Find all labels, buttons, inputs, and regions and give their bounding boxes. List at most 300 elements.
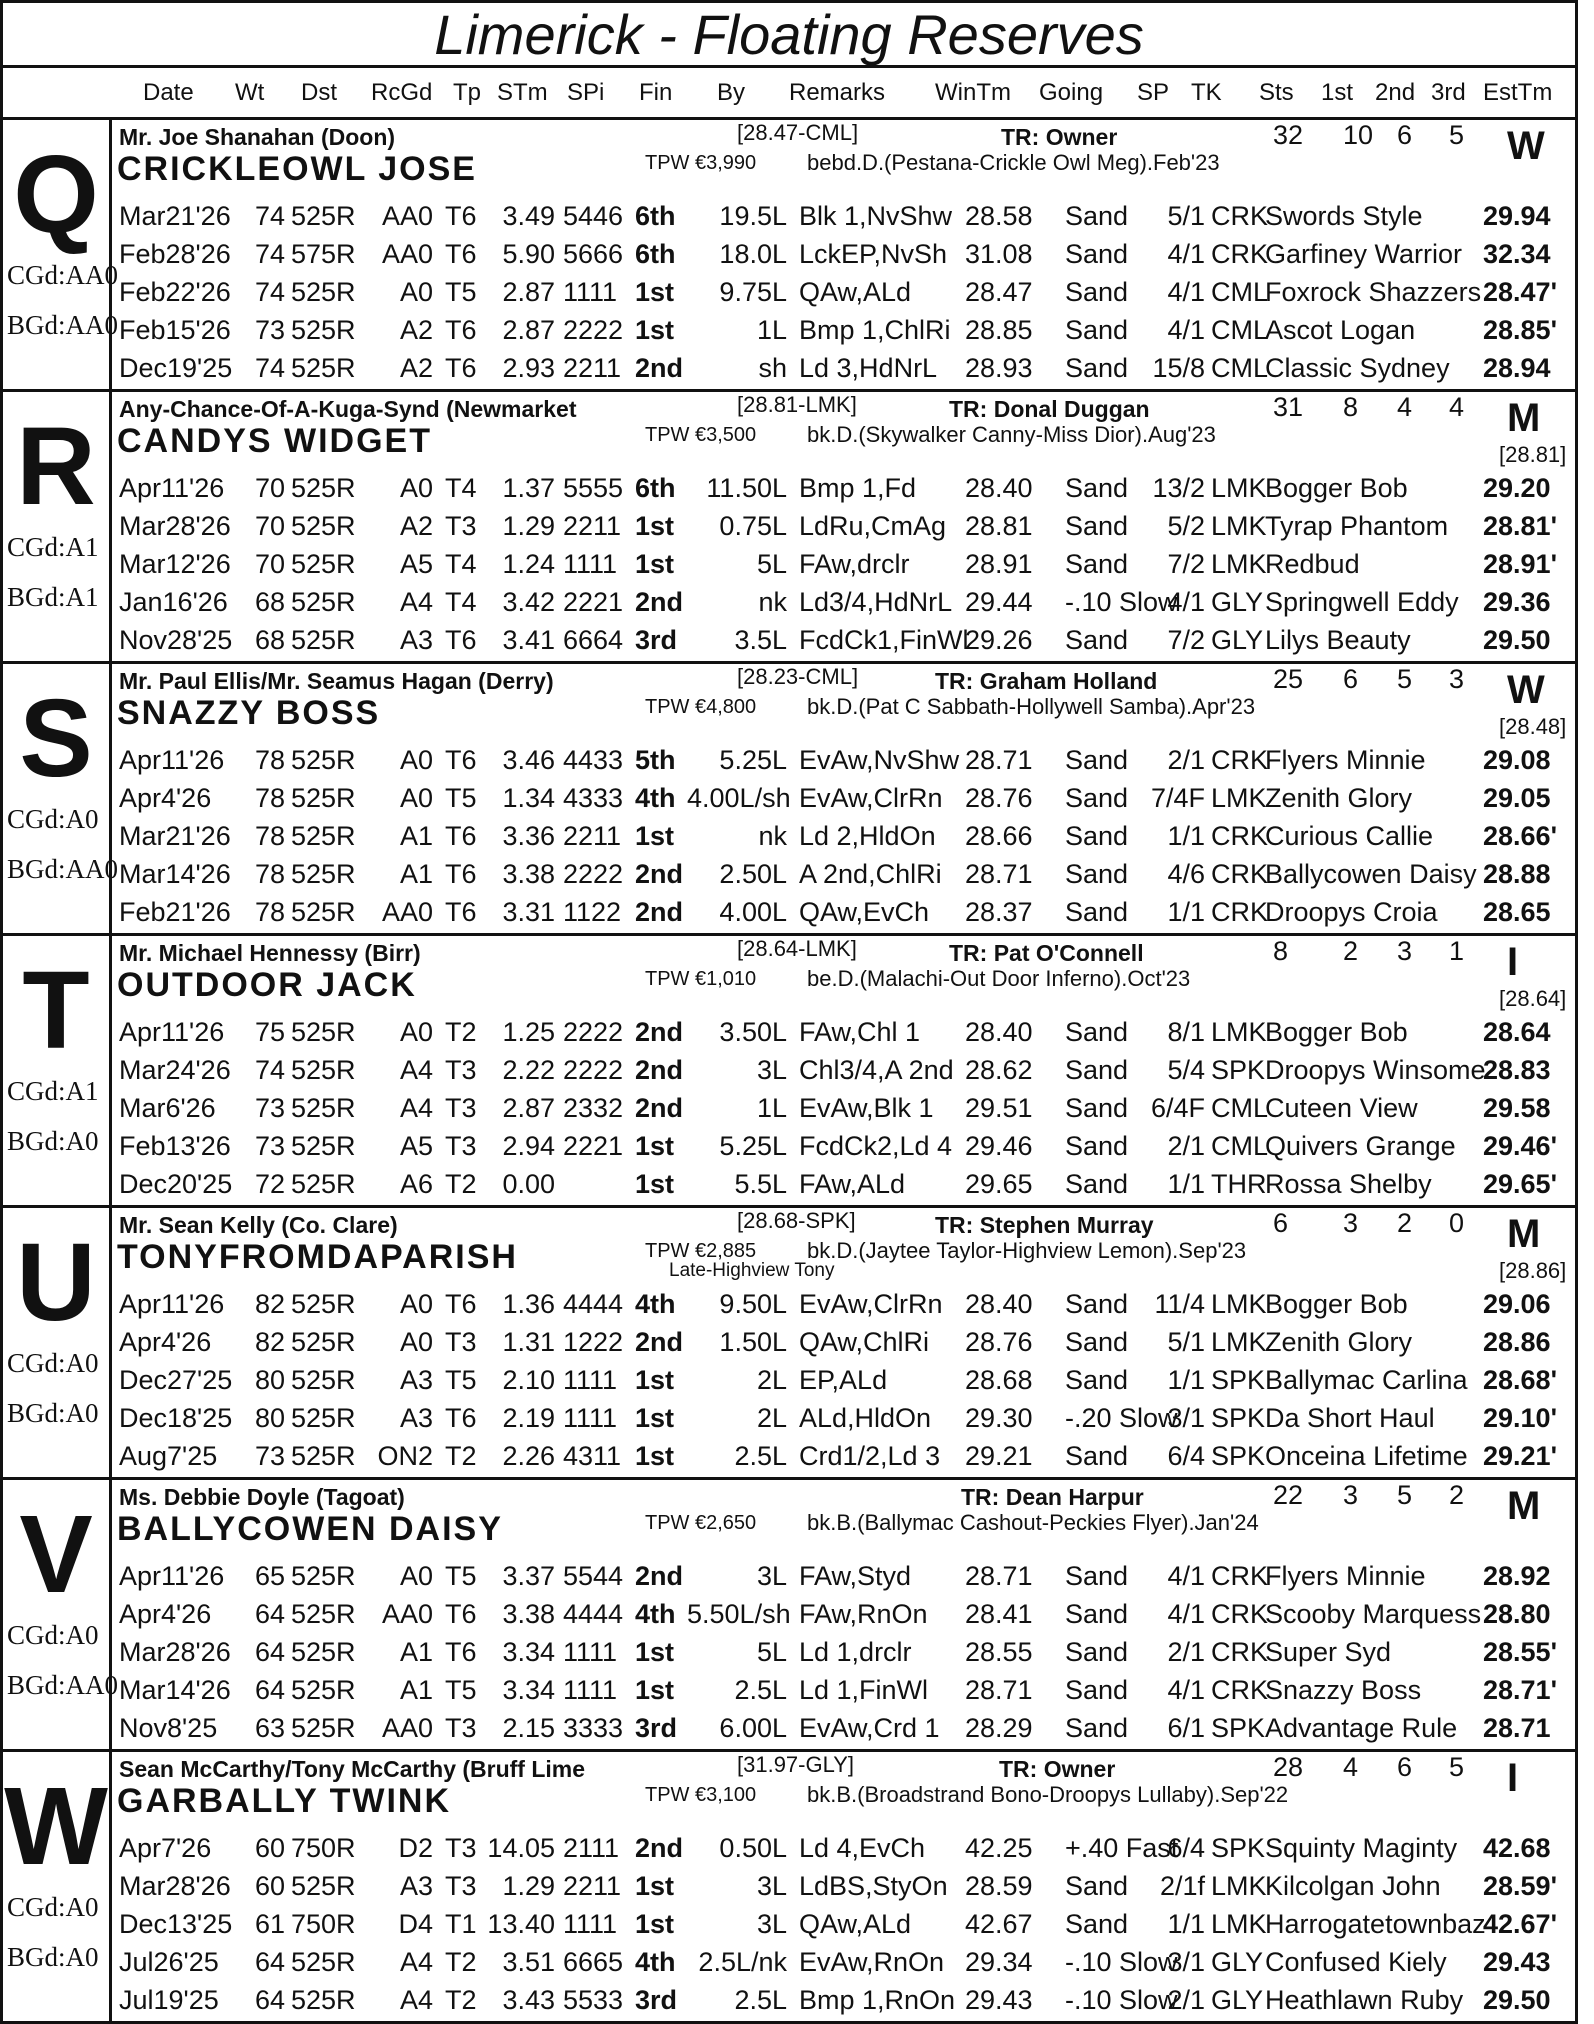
form-wt: 64: [254, 1637, 285, 1667]
form-row: [3, 1634, 1578, 1672]
form-sp: 13/2: [1152, 473, 1205, 503]
form-row: [3, 742, 1578, 780]
form-tk: SPK: [1211, 1055, 1266, 1085]
stat-first: 3: [1343, 1480, 1359, 1510]
form-opp: Kilcolgan John: [1265, 1871, 1441, 1901]
form-going: -.10 Slow: [1065, 1985, 1178, 2015]
grade-badge: W: [1507, 124, 1545, 168]
dog-name: BALLYCOWEN DAISY: [117, 1510, 503, 1548]
form-rem: QAw,ChlRi: [799, 1327, 930, 1357]
form-sp: 1/1: [1167, 1169, 1205, 1199]
form-spi: 1111: [563, 277, 618, 307]
column-header-wintm: WinTm: [935, 79, 1011, 106]
best-grade: BGd:A0: [7, 1942, 99, 1972]
form-sp: 2/1: [1167, 1637, 1205, 1667]
form-tk: CRK: [1211, 201, 1269, 231]
form-going: Sand: [1065, 897, 1129, 927]
form-sp: 6/1: [1167, 1713, 1205, 1743]
form-by: 0.75L: [719, 511, 787, 541]
form-date: Apr11'26: [119, 745, 225, 775]
form-sp: 2/1: [1167, 1985, 1205, 2015]
form-gd: A3: [399, 1403, 433, 1433]
form-spi: 2211: [563, 821, 622, 851]
form-rem: EvAw,NvShw: [799, 745, 960, 775]
stat-sts: 31: [1273, 392, 1304, 422]
form-tk: CRK: [1211, 1637, 1269, 1667]
form-sp: 2/1: [1167, 745, 1205, 775]
column-header-bar: [0, 68, 1578, 120]
form-rem: QAw,ALd: [799, 1909, 912, 1939]
form-sp: 15/8: [1152, 353, 1205, 383]
form-win: 28.71: [965, 745, 1033, 775]
form-wt: 61: [254, 1909, 285, 1939]
best-time: [28.48]: [1499, 714, 1567, 739]
track-record: [28.68-SPK]: [737, 1208, 856, 1233]
form-spi: 5446: [563, 201, 624, 231]
owner-name: Mr. Sean Kelly (Co. Clare): [119, 1212, 398, 1238]
column-header-3rd: 3rd: [1431, 79, 1466, 106]
form-est: 29.46': [1483, 1131, 1557, 1161]
form-going: Sand: [1065, 1093, 1129, 1123]
form-wt: 80: [254, 1365, 285, 1395]
form-gd: AA0: [381, 1599, 433, 1629]
form-row: [3, 1906, 1578, 1944]
stat-second: 5: [1397, 1480, 1413, 1510]
form-wt: 78: [254, 859, 285, 889]
form-win: 28.71: [965, 1675, 1033, 1705]
form-win: 28.62: [965, 1055, 1033, 1085]
race-card-t: [0, 936, 1578, 1208]
form-sp: 4/1: [1167, 277, 1205, 307]
form-opp: Classic Sydney: [1265, 353, 1450, 383]
breeding: bk.B.(Ballymac Cashout-Peckies Flyer).Jan'24: [807, 1510, 1259, 1535]
form-rem: Ld 3,HdNrL: [799, 353, 938, 383]
form-dst: 525R: [291, 1289, 356, 1319]
form-est: 29.50: [1483, 625, 1551, 655]
form-going: Sand: [1065, 783, 1129, 813]
form-gd: A0: [399, 1289, 433, 1319]
grade-badge: M: [1507, 1212, 1541, 1256]
form-spi: 2222: [563, 315, 624, 345]
form-dst: 525R: [291, 745, 356, 775]
stat-first: 10: [1343, 120, 1374, 150]
form-est: 29.94: [1483, 201, 1551, 231]
race-card-u: [0, 1208, 1578, 1480]
form-stm: 3.43: [502, 1985, 555, 2015]
column-header-1st: 1st: [1321, 79, 1354, 106]
form-dst: 525R: [291, 897, 356, 927]
stat-third: 1: [1449, 936, 1465, 966]
form-rem: EvAw,ClrRn: [799, 783, 943, 813]
form-sp: 1/1: [1167, 821, 1205, 851]
column-header-tk: TK: [1191, 79, 1222, 106]
form-dst: 750R: [291, 1833, 356, 1863]
form-by: 5.25L: [719, 745, 787, 775]
form-tp: T4: [445, 473, 477, 503]
form-rem: QAw,ALd: [799, 277, 912, 307]
form-spi: 4433: [563, 745, 624, 775]
form-sp: 2/1f: [1159, 1871, 1205, 1901]
trap-letter: T: [22, 949, 90, 1072]
race-card-w: [0, 1752, 1578, 2024]
form-win: 29.44: [965, 587, 1033, 617]
form-fin: 2nd: [635, 1055, 684, 1085]
best-time: [28.81]: [1499, 442, 1567, 467]
form-by: 5.5L: [734, 1169, 787, 1199]
form-win: 28.59: [965, 1871, 1033, 1901]
form-stm: 1.29: [502, 511, 555, 541]
form-fin: 1st: [635, 1871, 675, 1901]
form-row: [3, 1400, 1578, 1438]
form-going: Sand: [1065, 473, 1129, 503]
column-header-remarks: Remarks: [789, 79, 886, 106]
form-tp: T5: [445, 1675, 477, 1705]
form-opp: Droopys Croia: [1265, 897, 1438, 927]
form-wt: 73: [254, 1131, 285, 1161]
form-row: [3, 312, 1578, 350]
form-win: 29.46: [965, 1131, 1033, 1161]
form-rem: ALd,HldOn: [799, 1403, 932, 1433]
form-tk: LMK: [1211, 1327, 1267, 1357]
form-gd: A0: [399, 745, 433, 775]
form-gd: A3: [399, 1365, 433, 1395]
form-opp: Swords Style: [1265, 201, 1423, 231]
form-win: 29.65: [965, 1169, 1033, 1199]
race-card-v: [0, 1480, 1578, 1752]
form-wt: 74: [254, 201, 285, 231]
form-est: 29.05: [1483, 783, 1551, 813]
form-row: [3, 1052, 1578, 1090]
form-spi: 2211: [563, 511, 622, 541]
form-tp: T2: [445, 1441, 477, 1471]
form-wt: 70: [254, 511, 285, 541]
form-tp: T3: [445, 1093, 477, 1123]
breeding: bk.D.(Jaytee Taylor-Highview Lemon).Sep'23: [807, 1238, 1247, 1263]
form-stm: 3.49: [502, 201, 555, 231]
form-fin: 6th: [635, 473, 676, 503]
form-opp: Zenith Glory: [1265, 1327, 1413, 1357]
trap-letter: V: [19, 1493, 93, 1616]
form-opp: Heathlawn Ruby: [1265, 1985, 1464, 2015]
form-going: -.20 Slow: [1065, 1403, 1178, 1433]
form-sp: 4/1: [1167, 1561, 1205, 1591]
form-stm: 3.46: [502, 745, 555, 775]
form-row: [3, 508, 1578, 546]
form-sp: 4/1: [1167, 315, 1205, 345]
form-spi: 5666: [563, 239, 624, 269]
prize-money: TPW €3,990: [645, 152, 757, 174]
form-rem: Bmp 1,ChlRi: [799, 315, 951, 345]
form-sp: 2/1: [1167, 1131, 1205, 1161]
form-spi: 2332: [563, 1093, 624, 1123]
form-by: 1L: [756, 1093, 787, 1123]
stat-sts: 22: [1273, 1480, 1304, 1510]
form-rem: EvAw,Crd 1: [799, 1713, 940, 1743]
form-by: 11.50L: [706, 473, 787, 503]
form-gd: A2: [399, 315, 433, 345]
form-stm: 3.34: [502, 1675, 555, 1705]
form-date: Mar21'26: [119, 201, 231, 231]
form-gd: A2: [399, 511, 433, 541]
column-header-fin: Fin: [639, 79, 673, 106]
prize-money: TPW €1,010: [645, 968, 757, 990]
form-est: 29.58: [1483, 1093, 1551, 1123]
form-going: Sand: [1065, 1675, 1129, 1705]
form-by: 3L: [756, 1871, 787, 1901]
form-date: Apr11'26: [119, 1289, 225, 1319]
form-spi: 5555: [563, 473, 624, 503]
form-fin: 2nd: [635, 1561, 684, 1591]
owner-name: Mr. Michael Hennessy (Birr): [119, 940, 421, 966]
form-tp: T6: [445, 859, 477, 889]
form-row: [3, 198, 1578, 236]
form-spi: 4444: [563, 1599, 624, 1629]
form-spi: 2221: [563, 587, 624, 617]
stat-third: 4: [1449, 392, 1465, 422]
form-date: Jul26'25: [119, 1947, 219, 1977]
form-fin: 1st: [635, 1675, 675, 1705]
form-tp: T3: [445, 1327, 477, 1357]
prize-money: TPW €2,885: [645, 1240, 757, 1262]
stat-second: 3: [1397, 936, 1413, 966]
form-spi: 4333: [563, 783, 624, 813]
form-opp: Bogger Bob: [1265, 1017, 1408, 1047]
form-stm: 1.25: [502, 1017, 555, 1047]
form-fin: 2nd: [635, 897, 684, 927]
owner-name: Any-Chance-Of-A-Kuga-Synd (Newmarket: [119, 396, 577, 422]
form-rem: Crd1/2,Ld 3: [799, 1441, 941, 1471]
form-stm: 3.31: [502, 897, 555, 927]
form-stm: 1.34: [502, 783, 555, 813]
form-est: 28.88: [1483, 859, 1551, 889]
form-spi: 2211: [563, 1871, 622, 1901]
stat-second: 4: [1397, 392, 1413, 422]
form-tp: T6: [445, 353, 477, 383]
form-spi: 2221: [563, 1131, 624, 1161]
form-date: Nov8'25: [119, 1713, 218, 1743]
form-by: 0.50L: [719, 1833, 787, 1863]
form-est: 28.85': [1483, 315, 1557, 345]
form-tk: SPK: [1211, 1441, 1266, 1471]
course-grade: CGd:A0: [7, 1620, 99, 1650]
form-by: 1.50L: [719, 1327, 787, 1357]
form-gd: A4: [399, 1093, 433, 1123]
form-sp: 5/4: [1167, 1055, 1205, 1085]
form-gd: AA0: [381, 1713, 433, 1743]
form-wt: 74: [254, 239, 285, 269]
form-tp: T3: [445, 1713, 477, 1743]
form-est: 29.10': [1483, 1403, 1557, 1433]
form-tp: T2: [445, 1169, 477, 1199]
form-opp: Scooby Marquess: [1265, 1599, 1482, 1629]
form-stm: 2.87: [502, 1093, 555, 1123]
form-dst: 575R: [291, 239, 356, 269]
race-card-r: [0, 392, 1578, 664]
form-tk: SPK: [1211, 1713, 1266, 1743]
form-dst: 525R: [291, 549, 356, 579]
form-wt: 80: [254, 1403, 285, 1433]
form-tp: T6: [445, 1403, 477, 1433]
form-tp: T6: [445, 239, 477, 269]
form-wt: 78: [254, 821, 285, 851]
form-tk: GLY: [1211, 1947, 1264, 1977]
form-tk: GLY: [1211, 625, 1264, 655]
form-stm: 2.15: [502, 1713, 555, 1743]
form-by: 5.25L: [719, 1131, 787, 1161]
form-rem: QAw,EvCh: [799, 897, 930, 927]
form-wt: 82: [254, 1327, 285, 1357]
form-est: 28.59': [1483, 1871, 1557, 1901]
form-wt: 78: [254, 897, 285, 927]
form-gd: ON2: [377, 1441, 433, 1471]
form-tp: T4: [445, 587, 477, 617]
form-fin: 1st: [635, 821, 675, 851]
form-tp: T6: [445, 745, 477, 775]
form-gd: AA0: [381, 239, 433, 269]
form-gd: D2: [398, 1833, 433, 1863]
form-tp: T2: [445, 1947, 477, 1977]
form-going: Sand: [1065, 1561, 1129, 1591]
form-opp: Ballycowen Daisy: [1265, 859, 1477, 889]
column-header-by: By: [717, 79, 746, 106]
course-grade: CGd:A1: [7, 532, 99, 562]
form-gd: A0: [399, 783, 433, 813]
form-by: 3.5L: [734, 625, 787, 655]
form-opp: Bogger Bob: [1265, 473, 1408, 503]
form-tk: LMK: [1211, 511, 1267, 541]
form-date: Apr4'26: [119, 783, 212, 813]
form-tk: CRK: [1211, 1675, 1269, 1705]
form-gd: A5: [399, 549, 433, 579]
form-date: Mar21'26: [119, 821, 231, 851]
form-row: [3, 1090, 1578, 1128]
trap-letter: S: [19, 677, 93, 800]
form-tk: CML: [1211, 315, 1269, 345]
breeding: bebd.D.(Pestana-Crickle Owl Meg).Feb'23: [807, 150, 1220, 175]
form-date: Apr11'26: [119, 473, 225, 503]
form-date: Nov28'25: [119, 625, 233, 655]
form-spi: 1111: [563, 1675, 618, 1705]
form-dst: 525R: [291, 1131, 356, 1161]
course-grade: CGd:A0: [7, 1348, 99, 1378]
form-fin: 4th: [635, 1947, 676, 1977]
form-wt: 82: [254, 1289, 285, 1319]
form-spi: 2111: [563, 1833, 620, 1863]
form-win: 28.40: [965, 1017, 1033, 1047]
form-gd: A0: [399, 277, 433, 307]
column-header-rcgd: RcGd: [371, 79, 433, 106]
stat-third: 5: [1449, 1752, 1465, 1782]
stat-first: 6: [1343, 664, 1359, 694]
stat-sts: 8: [1273, 936, 1289, 966]
stat-second: 6: [1397, 1752, 1413, 1782]
form-wt: 70: [254, 473, 285, 503]
grade-badge: M: [1507, 1484, 1541, 1528]
form-date: Jan16'26: [119, 587, 228, 617]
trainer-name: TR: Pat O'Connell: [949, 940, 1144, 966]
form-opp: Droopys Winsome: [1265, 1055, 1486, 1085]
form-stm: 14.05: [487, 1833, 555, 1863]
course-grade: CGd:A0: [7, 804, 99, 834]
form-wt: 70: [254, 549, 285, 579]
trainer-name: TR: Stephen Murray: [935, 1212, 1154, 1238]
form-rem: FAw,Styd: [799, 1561, 912, 1591]
form-wt: 78: [254, 783, 285, 813]
form-stm: 0.00: [502, 1169, 555, 1199]
form-wt: 64: [254, 1947, 285, 1977]
form-stm: 2.26: [502, 1441, 555, 1471]
form-going: Sand: [1065, 1017, 1129, 1047]
form-sp: 11/4: [1154, 1289, 1205, 1319]
form-date: Mar14'26: [119, 859, 231, 889]
form-tk: CRK: [1211, 821, 1269, 851]
best-grade: BGd:AA0: [7, 310, 119, 340]
form-dst: 525R: [291, 353, 356, 383]
form-win: 29.51: [965, 1093, 1033, 1123]
form-wt: 64: [254, 1675, 285, 1705]
form-win: 28.29: [965, 1713, 1033, 1743]
grade-badge: W: [1507, 668, 1545, 712]
race-card-s: [0, 664, 1578, 936]
form-win: 28.71: [965, 1561, 1033, 1591]
form-win: 29.26: [965, 625, 1033, 655]
best-grade: BGd:A1: [7, 582, 99, 612]
form-stm: 3.41: [502, 625, 555, 655]
form-dst: 525R: [291, 201, 356, 231]
form-wt: 68: [254, 625, 285, 655]
form-wt: 68: [254, 587, 285, 617]
owner-name: Mr. Paul Ellis/Mr. Seamus Hagan (Derry): [119, 668, 554, 694]
form-stm: 13.40: [487, 1909, 555, 1939]
form-opp: Confused Kiely: [1265, 1947, 1447, 1977]
form-row: [3, 780, 1578, 818]
stat-second: 2: [1397, 1208, 1413, 1238]
form-tk: CML: [1211, 277, 1269, 307]
form-going: Sand: [1065, 511, 1129, 541]
form-fin: 2nd: [635, 859, 684, 889]
prize-money: TPW €4,800: [645, 696, 757, 718]
form-spi: 6664: [563, 625, 624, 655]
form-row: [3, 546, 1578, 584]
form-dst: 525R: [291, 1713, 356, 1743]
form-est: 28.68': [1483, 1365, 1557, 1395]
form-rem: FcdCk2,Ld 4: [799, 1131, 953, 1161]
form-sp: 5/1: [1167, 201, 1205, 231]
form-tp: T2: [445, 1017, 477, 1047]
form-win: 28.55: [965, 1637, 1033, 1667]
form-spi: 1111: [563, 1403, 618, 1433]
form-spi: 4444: [563, 1289, 624, 1319]
form-going: Sand: [1065, 1637, 1129, 1667]
form-tp: T6: [445, 1289, 477, 1319]
form-by: 4.00L: [719, 897, 787, 927]
breeding: bk.B.(Broadstrand Bono-Droopys Lullaby).Sep'22: [807, 1782, 1289, 1807]
form-tk: CML: [1211, 353, 1269, 383]
form-rem: Bmp 1,RnOn: [799, 1985, 956, 2015]
form-going: +.40 Fast: [1065, 1833, 1179, 1863]
form-row: [3, 1362, 1578, 1400]
form-est: 42.67': [1483, 1909, 1557, 1939]
form-date: Dec18'25: [119, 1403, 233, 1433]
track-record: [28.47-CML]: [737, 120, 859, 145]
trap-letter: W: [4, 1765, 108, 1888]
form-opp: Flyers Minnie: [1265, 745, 1426, 775]
form-going: Sand: [1065, 239, 1129, 269]
form-sp: 1/1: [1167, 897, 1205, 927]
form-sp: 6/4F: [1150, 1093, 1205, 1123]
form-wt: 65: [254, 1561, 285, 1591]
form-est: 29.43: [1483, 1947, 1551, 1977]
